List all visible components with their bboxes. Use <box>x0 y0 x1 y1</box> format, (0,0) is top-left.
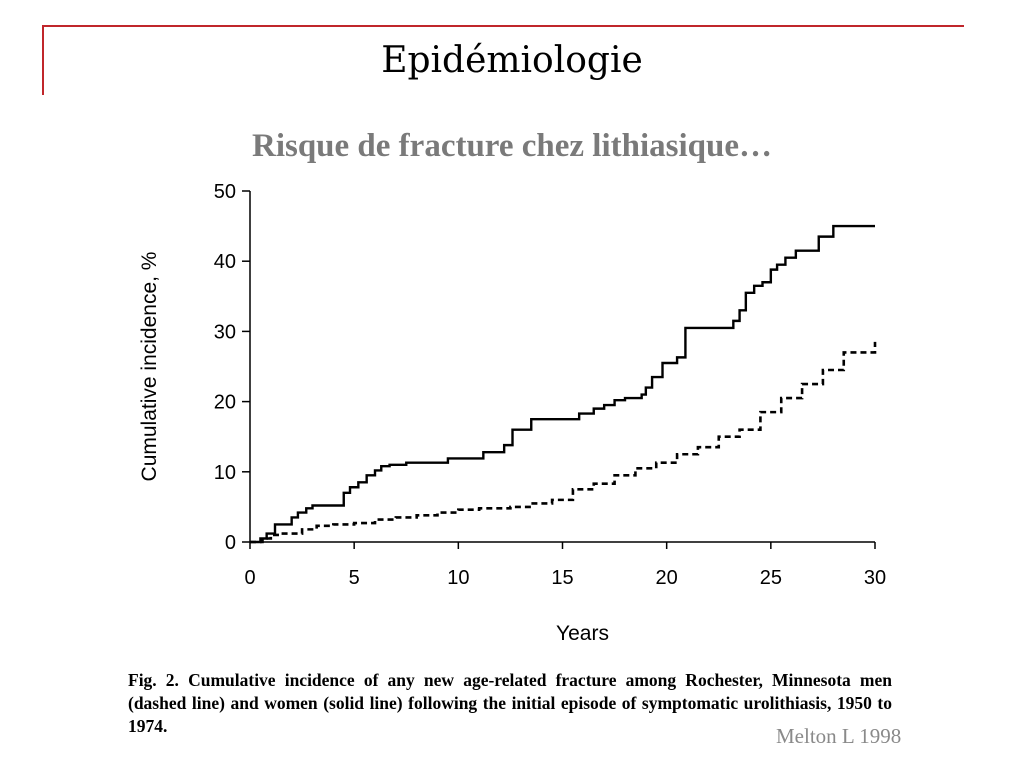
x-tick-label: 30 <box>863 567 887 589</box>
citation-credit: Melton L 1998 <box>776 724 902 748</box>
x-axis <box>244 542 886 589</box>
x-tick-label: 15 <box>551 567 574 589</box>
y-tick-label: 10 <box>213 461 236 484</box>
y-axis-label: Cumulative incidence, % <box>138 251 161 482</box>
slide-top-rule <box>42 25 964 27</box>
y-tick-label: 0 <box>224 532 236 554</box>
slide-title: Epidémiologie <box>381 40 643 81</box>
x-tick-label: 10 <box>447 567 470 589</box>
figure-caption: Fig. 2. Cumulative incidence of any new age-related fracture among Rochester, Minnesota men (dashed line) and women (solid line) following the initial episode of symptomatic urolithiasis, 1950 to 1974. <box>128 670 892 736</box>
x-axis-label: Years <box>556 622 609 645</box>
y-tick-label: 40 <box>213 251 236 274</box>
y-tick-label: 50 <box>213 181 236 203</box>
x-tick-label: 20 <box>655 567 678 589</box>
men-dashed-line <box>250 342 875 542</box>
x-tick-label: 0 <box>244 567 256 589</box>
cumulative-incidence-chart <box>120 178 900 660</box>
y-tick-label: 20 <box>213 391 236 414</box>
x-tick-label: 25 <box>759 567 782 589</box>
series-layer <box>250 226 875 542</box>
y-axis <box>214 181 250 554</box>
x-tick-label: 5 <box>348 567 360 589</box>
chart-heading: Risque de fracture chez lithiasique… <box>251 128 773 164</box>
y-tick-label: 30 <box>213 321 236 344</box>
women-solid-line <box>250 226 875 542</box>
